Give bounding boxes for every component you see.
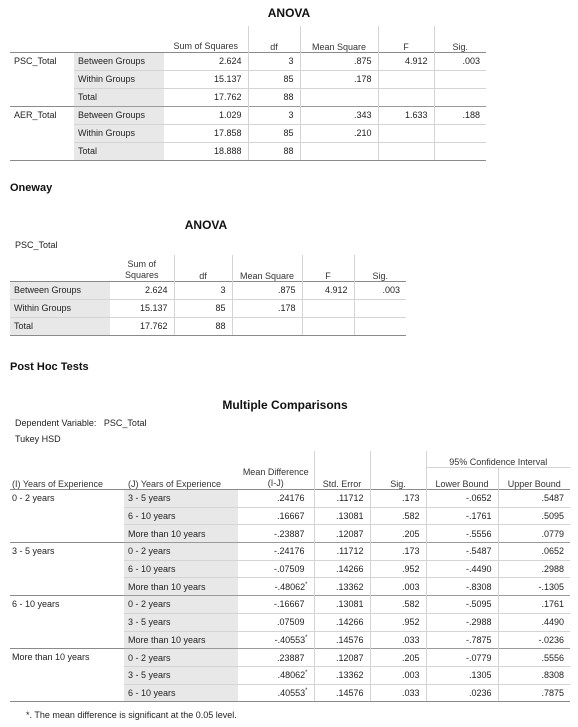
anova-df: 88	[248, 88, 300, 106]
i-years-label: More than 10 years	[10, 649, 124, 702]
oneway-mean-square: .875	[232, 281, 302, 299]
std-error: .14266	[314, 613, 370, 631]
anova-sum-of-squares: 15.137	[164, 70, 248, 88]
footnote: *. The mean difference is significant at the 0.05 level.	[26, 710, 237, 720]
anova-mean-square: .343	[300, 106, 378, 124]
std-error: .12087	[314, 525, 370, 543]
comparison-row	[10, 596, 570, 614]
col-header-sum-of-squares: Sum of Squares	[173, 40, 239, 51]
anova-sig	[434, 142, 486, 160]
upper-bound: .5095	[498, 507, 570, 525]
anova-mean-square: .875	[300, 52, 378, 70]
anova-sig: .003	[434, 52, 486, 70]
col-header-sum-of-squares: Sum of Squares	[124, 258, 159, 280]
i-years-label: 3 - 5 years	[10, 543, 124, 596]
sig-value: .582	[370, 507, 426, 525]
anova-title: ANOVA	[267, 6, 311, 20]
i-years-label: 6 - 10 years	[10, 596, 124, 649]
anova-sig	[434, 124, 486, 142]
std-error: .14576	[314, 684, 370, 702]
mean-difference	[238, 596, 314, 614]
oneway-anova-title: ANOVA	[184, 218, 228, 232]
mean-difference	[238, 666, 314, 684]
oneway-f	[302, 299, 354, 317]
j-years-label: More than 10 years	[124, 525, 238, 543]
lower-bound: -.1761	[426, 507, 498, 525]
mean-difference-value: -.40553	[274, 634, 306, 645]
oneway-f	[302, 317, 354, 335]
anova-variable-label: PSC_Total	[10, 52, 74, 106]
oneway-anova-table	[10, 255, 406, 336]
comparison-row	[10, 543, 570, 561]
dependent-variable-line	[15, 418, 146, 428]
mean-difference	[238, 543, 314, 561]
j-years-label: More than 10 years	[124, 631, 238, 649]
col-header-mean-square: Mean Square	[232, 255, 302, 281]
anova-mean-square	[300, 142, 378, 160]
mean-difference	[238, 507, 314, 525]
lower-bound: -.8308	[426, 578, 498, 596]
anova-f: 1.633	[378, 106, 434, 124]
sig-value: .952	[370, 560, 426, 578]
multiple-comparisons-table	[10, 451, 570, 702]
sig-value: .033	[370, 631, 426, 649]
j-years-label: 6 - 10 years	[124, 684, 238, 702]
lower-bound: -.5556	[426, 525, 498, 543]
col-header-std-error: Std. Error	[314, 467, 370, 490]
lower-bound: -.0652	[426, 490, 498, 508]
col-header-df: df	[248, 26, 300, 52]
mean-difference-value: .07509	[276, 617, 305, 628]
mean-difference	[238, 684, 314, 702]
col-header-i-years: (I) Years of Experience	[12, 479, 104, 489]
col-header-f: F	[378, 26, 434, 52]
mean-difference-value: -.24176	[273, 546, 305, 557]
anova-row	[10, 52, 486, 70]
oneway-sum-of-squares: 15.137	[110, 299, 174, 317]
std-error: .13081	[314, 596, 370, 614]
std-error: .13362	[314, 666, 370, 684]
comparison-row	[10, 490, 570, 508]
posthoc-heading: Post Hoc Tests	[10, 361, 89, 373]
j-years-label: 3 - 5 years	[124, 613, 238, 631]
mean-difference-value: -.16667	[273, 599, 305, 610]
upper-bound: .0652	[498, 543, 570, 561]
col-header-mean-difference: Mean Difference (I-J)	[242, 467, 309, 488]
sig-value: .003	[370, 578, 426, 596]
anova-df: 3	[248, 52, 300, 70]
anova-f	[378, 88, 434, 106]
oneway-row	[10, 317, 406, 335]
significance-marker: *	[305, 634, 308, 641]
upper-bound: .2988	[498, 560, 570, 578]
upper-bound: .0779	[498, 525, 570, 543]
anova-sum-of-squares: 17.762	[164, 88, 248, 106]
upper-bound: .4490	[498, 613, 570, 631]
oneway-sum-of-squares: 17.762	[110, 317, 174, 335]
dependent-variable-label: Dependent Variable:	[15, 418, 97, 428]
anova-sig: .188	[434, 106, 486, 124]
mean-difference	[238, 578, 314, 596]
anova-df: 88	[248, 142, 300, 160]
std-error: .13362	[314, 578, 370, 596]
lower-bound: -.4490	[426, 560, 498, 578]
anova-table	[10, 26, 486, 161]
j-years-label: More than 10 years	[124, 578, 238, 596]
mean-difference	[238, 525, 314, 543]
upper-bound: .7875	[498, 684, 570, 702]
col-header-sig: Sig.	[354, 255, 406, 281]
oneway-sig	[354, 317, 406, 335]
anova-row-label: Total	[74, 88, 164, 106]
comparison-row	[10, 649, 570, 667]
oneway-row	[10, 299, 406, 317]
anova-row	[10, 88, 486, 106]
mean-difference	[238, 560, 314, 578]
upper-bound: .5556	[498, 649, 570, 667]
j-years-label: 3 - 5 years	[124, 490, 238, 508]
mean-difference	[238, 649, 314, 667]
anova-df: 3	[248, 106, 300, 124]
oneway-sig	[354, 299, 406, 317]
lower-bound: -.5487	[426, 543, 498, 561]
col-header-sig: Sig.	[370, 467, 426, 490]
col-header-j-years: (J) Years of Experience	[128, 479, 222, 489]
j-years-label: 6 - 10 years	[124, 507, 238, 525]
j-years-label: 0 - 2 years	[124, 543, 238, 561]
anova-mean-square	[300, 88, 378, 106]
anova-sum-of-squares: 1.029	[164, 106, 248, 124]
mean-difference	[238, 613, 314, 631]
anova-row-label: Total	[74, 142, 164, 160]
anova-sum-of-squares: 18.888	[164, 142, 248, 160]
anova-mean-square: .210	[300, 124, 378, 142]
method-label: Tukey HSD	[15, 434, 61, 444]
std-error: .13081	[314, 507, 370, 525]
upper-bound: -.1305	[498, 578, 570, 596]
lower-bound: -.0779	[426, 649, 498, 667]
upper-bound: .8308	[498, 666, 570, 684]
anova-row	[10, 142, 486, 160]
oneway-row	[10, 281, 406, 299]
anova-row	[10, 70, 486, 88]
upper-bound: .5487	[498, 490, 570, 508]
sig-value: .952	[370, 613, 426, 631]
significance-marker: *	[305, 581, 308, 588]
oneway-header-row	[10, 255, 406, 281]
mean-difference-value: -.48062	[274, 581, 306, 592]
anova-f	[378, 70, 434, 88]
significance-marker: *	[305, 687, 308, 694]
anova-row-label: Within Groups	[74, 70, 164, 88]
anova-f	[378, 124, 434, 142]
col-header-f: F	[302, 255, 354, 281]
lower-bound: -.2988	[426, 613, 498, 631]
oneway-row-label: Total	[10, 317, 110, 335]
anova-header-row	[10, 26, 486, 52]
anova-sum-of-squares: 17.858	[164, 124, 248, 142]
anova-row	[10, 106, 486, 124]
oneway-df: 3	[174, 281, 232, 299]
oneway-df: 85	[174, 299, 232, 317]
oneway-df: 88	[174, 317, 232, 335]
sig-value: .003	[370, 666, 426, 684]
mean-difference-value: .48062	[277, 670, 306, 681]
sig-value: .205	[370, 649, 426, 667]
anova-sig	[434, 88, 486, 106]
col-header-confidence-interval: 95% Confidence Interval	[426, 451, 570, 467]
lower-bound: -.5095	[426, 596, 498, 614]
mean-difference-value: -.07509	[273, 564, 305, 575]
anova-sig	[434, 70, 486, 88]
sig-value: .582	[370, 596, 426, 614]
oneway-sig: .003	[354, 281, 406, 299]
anova-row-label: Between Groups	[74, 106, 164, 124]
std-error: .12087	[314, 649, 370, 667]
oneway-row-label: Within Groups	[10, 299, 110, 317]
mean-difference	[238, 631, 314, 649]
anova-row	[10, 124, 486, 142]
lower-bound: -.7875	[426, 631, 498, 649]
mean-difference-value: .23887	[276, 652, 305, 663]
j-years-label: 3 - 5 years	[124, 666, 238, 684]
anova-df: 85	[248, 124, 300, 142]
mean-difference	[238, 490, 314, 508]
sig-value: .173	[370, 490, 426, 508]
mc-header-row-2	[10, 467, 570, 490]
mean-difference-value: .16667	[276, 511, 305, 522]
oneway-mean-square	[232, 317, 302, 335]
sig-value: .033	[370, 684, 426, 702]
oneway-f: 4.912	[302, 281, 354, 299]
oneway-row-label: Between Groups	[10, 281, 110, 299]
oneway-variable-label: PSC_Total	[15, 240, 58, 250]
col-header-sig: Sig.	[434, 26, 486, 52]
anova-f	[378, 142, 434, 160]
upper-bound: .1761	[498, 596, 570, 614]
mean-difference-value: .40553	[277, 687, 306, 698]
anova-row-label: Within Groups	[74, 124, 164, 142]
anova-df: 85	[248, 70, 300, 88]
col-header-upper-bound: Upper Bound	[498, 467, 570, 490]
anova-sum-of-squares: 2.624	[164, 52, 248, 70]
upper-bound: -.0236	[498, 631, 570, 649]
mc-header-row-1	[10, 451, 570, 467]
col-header-lower-bound: Lower Bound	[426, 467, 498, 490]
significance-marker: *	[305, 670, 308, 677]
std-error: .11712	[314, 490, 370, 508]
oneway-heading: Oneway	[10, 182, 53, 194]
lower-bound: .0236	[426, 684, 498, 702]
oneway-sum-of-squares: 2.624	[110, 281, 174, 299]
col-header-df: df	[174, 255, 232, 281]
j-years-label: 6 - 10 years	[124, 560, 238, 578]
anova-row-label: Between Groups	[74, 52, 164, 70]
std-error: .14266	[314, 560, 370, 578]
mean-difference-value: .24176	[276, 493, 305, 504]
j-years-label: 0 - 2 years	[124, 649, 238, 667]
dependent-variable-value: PSC_Total	[103, 418, 147, 428]
anova-variable-label: AER_Total	[10, 106, 74, 160]
sig-value: .173	[370, 543, 426, 561]
oneway-mean-square: .178	[232, 299, 302, 317]
j-years-label: 0 - 2 years	[124, 596, 238, 614]
anova-f: 4.912	[378, 52, 434, 70]
mean-difference-value: -.23887	[273, 528, 305, 539]
std-error: .11712	[314, 543, 370, 561]
i-years-label: 0 - 2 years	[10, 490, 124, 543]
std-error: .14576	[314, 631, 370, 649]
multiple-comparisons-title: Multiple Comparisons	[222, 398, 348, 412]
lower-bound: .1305	[426, 666, 498, 684]
col-header-mean-square: Mean Square	[300, 26, 378, 52]
anova-mean-square: .178	[300, 70, 378, 88]
sig-value: .205	[370, 525, 426, 543]
